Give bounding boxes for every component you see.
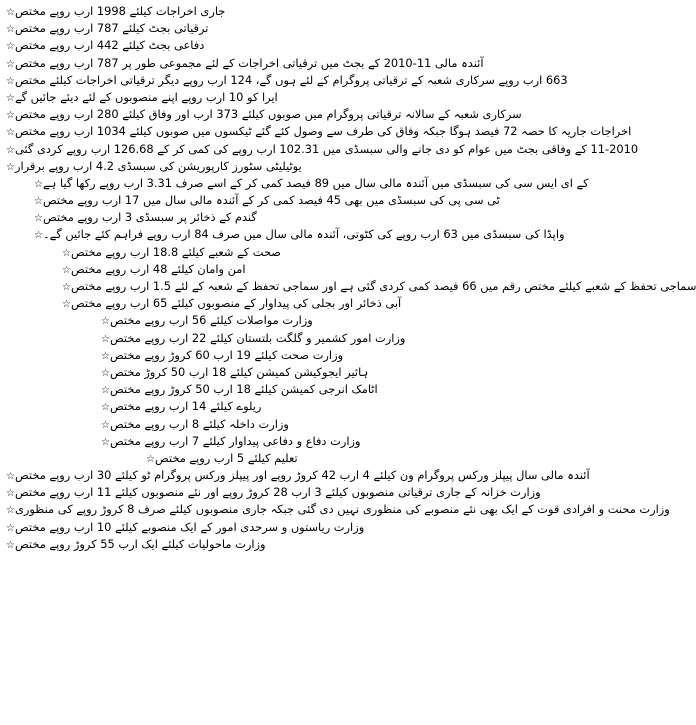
star-bullet-icon: ☆ <box>6 161 15 173</box>
budget-item-text: وزارت ریاستوں و سرحدی امور کے ایک منصوبے کیلئے 10 ارب روپے مختص <box>14 519 365 534</box>
budget-item <box>6 158 494 175</box>
budget-item-text: آئندہ مالی 11-2010 کے بجٹ میں ترقیاتی اخراجات کے لئے مجموعی طور پر 787 ارب روپے مختص <box>14 55 484 70</box>
star-bullet-icon: ☆ <box>62 299 71 311</box>
budget-item <box>6 20 494 37</box>
budget-item-text: وزارت داخلہ کیلئے 8 ارب روپے مختص <box>109 416 289 431</box>
budget-item-text: وزارت صحت کیلئے 19 ارب 60 کروڑ روپے مختص <box>109 347 344 362</box>
star-bullet-icon: ☆ <box>62 264 71 276</box>
star-bullet-icon: ☆ <box>62 247 71 259</box>
budget-item-text: کے ای ایس سی کی سبسڈی میں آئندہ مالی سال میں 89 فیصد کمی کر کے اسے صرف 3.31 ارب روپے رکھا گیا ہے <box>42 175 589 190</box>
budget-item-text: ریلوے کیلئے 14 ارب روپے مختص <box>109 399 262 414</box>
star-bullet-icon: ☆ <box>101 402 110 414</box>
star-bullet-icon: ☆ <box>101 436 110 448</box>
budget-item <box>6 398 494 415</box>
budget-item <box>6 536 494 553</box>
budget-item-text: وزارت خزانہ کے جاری ترقیاتی منصوبوں کیلئے 3 ارب 28 کروڑ روپے اور نئے منصوبوں کیلئے 11 ارب روپے مختص <box>14 485 541 500</box>
budget-item <box>6 209 494 226</box>
budget-item-text: ہائیر ایجوکیشن کمیشن کیلئے 18 ارب 50 کروڑ مختص <box>109 364 369 379</box>
star-bullet-icon: ☆ <box>6 539 15 551</box>
budget-item-text: وزارت ماحولیات کیلئے ایک ارب 55 کروڑ روپے مختص <box>14 536 266 551</box>
budget-item-text: وزارت دفاع و دفاعی پیداوار کیلئے 7 ارب روپے مختص <box>109 433 361 448</box>
star-bullet-icon: ☆ <box>6 522 15 534</box>
budget-item-text: 11-2010 کے وفاقی بجٹ میں عوام کو دی جانے والی سبسڈی میں 102.31 ارب روپے کی کمی کر کے 126.68 ارب روپے کردی گئی <box>14 141 639 156</box>
budget-item <box>6 106 522 123</box>
star-bullet-icon: ☆ <box>34 178 43 190</box>
star-bullet-icon: ☆ <box>34 230 43 242</box>
budget-item-text: واپڈا کی سبسڈی میں 63 ارب روپے کی کٹوتی، آئندہ مالی سال میں صرف 84 ارب روپے فراہم کئے جائیں گے۔ <box>42 227 565 242</box>
budget-item <box>6 450 494 467</box>
budget-item <box>6 501 670 518</box>
star-bullet-icon: ☆ <box>6 471 15 483</box>
star-bullet-icon: ☆ <box>101 350 110 362</box>
budget-item-text: اٹامک انرجی کمیشن کیلئے 18 ارب 50 کروڑ روپے مختص <box>109 382 378 397</box>
star-bullet-icon: ☆ <box>6 7 15 18</box>
budget-item <box>6 3 494 20</box>
star-bullet-icon: ☆ <box>6 92 15 104</box>
star-bullet-icon: ☆ <box>6 488 15 500</box>
budget-item <box>6 467 590 484</box>
star-bullet-icon: ☆ <box>101 367 110 379</box>
star-bullet-icon: ☆ <box>101 385 110 397</box>
budget-item <box>6 416 494 433</box>
budget-item <box>6 347 494 364</box>
star-bullet-icon: ☆ <box>6 58 15 70</box>
budget-item <box>6 226 565 243</box>
budget-item-text: دفاعی بجٹ کیلئے 442 ارب روپے مختص <box>14 38 205 53</box>
star-bullet-icon: ☆ <box>6 127 15 139</box>
budget-item-text: امن وامان کیلئے 48 ارب روپے مختص <box>70 261 246 276</box>
star-bullet-icon: ☆ <box>101 419 110 431</box>
star-bullet-icon: ☆ <box>6 505 15 517</box>
budget-item-text: وزارت امور کشمیر و گلگت بلتستان کیلئے 22 ارب روپے مختص <box>109 330 406 345</box>
budget-item-text: یوٹیلیٹی سٹورز کارپوریشن کی سبسڈی 4.2 ارب روپے برقرار <box>14 158 302 173</box>
budget-item-text: تعلیم کیلئے 5 ارب روپے مختص <box>154 450 298 465</box>
budget-item <box>6 72 568 89</box>
budget-item-text: آئندہ مالی سال پیپلز ورکس پروگرام ون کیلئے 4 ارب 42 کروڑ روپے اور پیپلز ورکس پروگرام ٹو کیلئے 30 ارب روپے مختص <box>14 468 590 483</box>
budget-item-text: ترقیاتی بجٹ کیلئے 787 ارب روپے مختص <box>14 21 209 36</box>
budget-item <box>6 484 541 501</box>
star-bullet-icon: ☆ <box>6 41 15 53</box>
budget-item-text: سرکاری شعبہ کے سالانہ ترقیاتی پروگرام میں صوبوں کیلئے 373 ارب اور وفاق کیلئے 280 ارب روپے مختص <box>14 107 522 122</box>
budget-item-text: 663 ارب روپے سرکاری شعبہ کے ترقیاتی پروگرام کے لئے ہوں گے، 124 ارب روپے دیگر ترقیاتی اخراجات کیلئے مختص <box>14 72 568 87</box>
budget-item <box>6 141 639 158</box>
budget-item <box>6 123 632 140</box>
budget-item <box>6 175 589 192</box>
budget-item <box>6 433 494 450</box>
budget-item <box>6 364 494 381</box>
star-bullet-icon: ☆ <box>34 196 43 208</box>
budget-item-text: ٹی سی پی کی سبسڈی میں بھی 45 فیصد کمی کر کے آئندہ مالی سال میں 17 ارب روپے مختص <box>42 193 500 208</box>
budget-item-text: وزارت محنت و افرادی قوت کے ایک بھی نئے منصوبے کی منظوری نہیں دی گئی جبکہ جاری منصوبوں کیلئے صرف 8 کروڑ روپے کی منظوری <box>14 502 670 517</box>
star-bullet-icon: ☆ <box>101 316 110 328</box>
budget-item <box>6 278 696 295</box>
budget-item <box>6 192 500 209</box>
budget-item-text: وزارت مواصلات کیلئے 56 ارب روپے مختص <box>109 313 313 328</box>
budget-item <box>6 55 494 72</box>
budget-item <box>6 519 494 536</box>
star-bullet-icon: ☆ <box>62 282 71 293</box>
star-bullet-icon: ☆ <box>6 24 15 36</box>
budget-item-text: اخراجات جاریہ کا حصہ 72 فیصد ہوگا جبکہ وفاق کی طرف سے وصول کئے گئے ٹیکسوں میں صوبوں کیلئے 1034 ارب روپے مختص <box>14 124 632 139</box>
star-bullet-icon: ☆ <box>6 144 15 156</box>
budget-item <box>6 381 494 398</box>
budget-item-text: صحت کے شعبے کیلئے 18.8 ارب روپے مختص <box>70 244 281 259</box>
budget-item-text: جاری اخراجات کیلئے 1998 ارب روپے مختص <box>14 4 226 18</box>
budget-item <box>6 89 494 106</box>
budget-item <box>6 37 494 54</box>
budget-item-text: ایرا کو 10 ارب روپے اپنے منصوبوں کے لئے دیئے جائیں گے <box>14 89 278 104</box>
budget-item-text: آبی ذخائر اور بجلی کی پیداوار کے منصوبوں کیلئے 65 ارب روپے مختص <box>70 296 402 311</box>
budget-item-text: گندم کے ذخائر پر سبسڈی 3 ارب روپے مختص <box>42 210 257 225</box>
budget-item <box>6 261 494 278</box>
budget-item <box>6 295 494 312</box>
budget-item <box>6 330 494 347</box>
budget-item <box>6 312 494 329</box>
star-bullet-icon: ☆ <box>6 75 15 87</box>
star-bullet-icon: ☆ <box>146 453 155 465</box>
star-bullet-icon: ☆ <box>6 110 15 122</box>
budget-item-text: سماجی تحفظ کے شعبے کیلئے مختص رقم میں 66 فیصد کمی کردی گئی ہے اور سماجی تحفظ کے شعبہ کے لئے 1.5 ارب روپے مختص <box>70 279 696 293</box>
star-bullet-icon: ☆ <box>101 333 110 345</box>
star-bullet-icon: ☆ <box>34 213 43 225</box>
budget-item <box>6 244 494 261</box>
